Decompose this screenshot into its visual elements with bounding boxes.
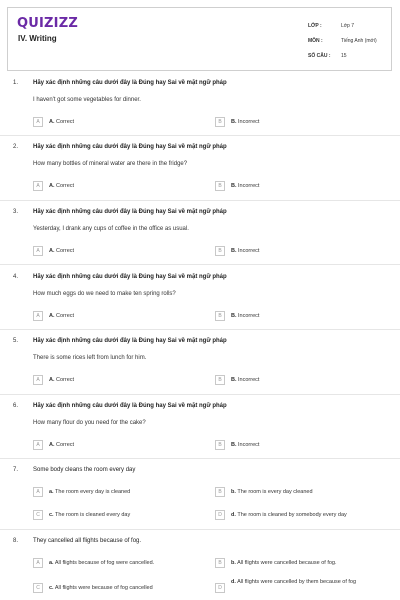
question-sentence: Yesterday, I drank any cups of coffee in the office as usual.	[33, 226, 189, 232]
option-letter-box: D	[215, 583, 225, 593]
option-key: A.	[49, 313, 55, 319]
option-text: Incorrect	[238, 119, 260, 125]
option-letter-box: C	[33, 583, 43, 593]
meta-value: Lớp 7	[341, 22, 355, 29]
option-text: The room every day is cleaned	[55, 489, 131, 495]
option-key: c.	[49, 512, 54, 518]
question-prompt: Hãy xác định những câu dưới đây là Đúng hay Sai về mặt ngữ pháp	[33, 209, 227, 215]
answer-option-b[interactable]	[215, 440, 259, 450]
option-key: b.	[231, 489, 236, 495]
option-letter-box: B	[215, 181, 225, 191]
option-text: Incorrect	[238, 313, 260, 319]
option-key: B.	[231, 313, 237, 319]
option-text: The room is cleaned every day	[55, 512, 131, 518]
question-number: 6.	[13, 403, 19, 409]
meta-row-subject	[308, 33, 377, 48]
answer-option-b[interactable]	[215, 311, 259, 321]
question-prompt: Hãy xác định những câu dưới đây là Đúng hay Sai về mặt ngữ pháp	[33, 274, 227, 280]
option-key: d.	[231, 579, 236, 585]
option-text: The room is every day cleaned	[237, 489, 313, 495]
question-sentence: How many bottles of mineral water are there in the fridge?	[33, 161, 188, 167]
option-letter-box: B	[215, 117, 225, 127]
option-text: All flights because of fog were cancelled.	[54, 560, 155, 566]
option-letter-box: B	[215, 311, 225, 321]
question-prompt: Hãy xác định những câu dưới đây là Đúng hay Sai về mặt ngữ pháp	[33, 403, 227, 409]
option-text: Incorrect	[238, 377, 260, 383]
question-prompt: Some body cleans the room every day	[33, 467, 136, 473]
question-divider	[0, 200, 400, 201]
option-key: B.	[231, 442, 237, 448]
answer-option-a[interactable]	[33, 311, 74, 321]
answer-option-a[interactable]	[33, 117, 74, 127]
option-key: d.	[231, 512, 236, 518]
option-key: a.	[49, 489, 54, 495]
question-sentence: How many flour do you need for the cake?	[33, 420, 146, 426]
option-text: All flights were cancelled because of fog.	[237, 560, 337, 566]
option-text: The room is cleaned by somebody every day	[237, 512, 347, 518]
meta-value: 15	[341, 52, 347, 59]
question-sentence: I haven't got some vegetables for dinner.	[33, 97, 141, 103]
question-sentence: How much eggs do we need to make ten spring rolls?	[33, 291, 176, 297]
option-key: c.	[49, 585, 54, 591]
option-text: Correct	[56, 442, 75, 448]
meta-value: Tiếng Anh (mới)	[341, 37, 377, 44]
answer-option-c[interactable]	[33, 510, 130, 520]
answer-option-b[interactable]	[215, 558, 337, 568]
option-letter-box: A	[33, 487, 43, 497]
answer-option-b[interactable]	[215, 487, 313, 497]
answer-option-a[interactable]	[33, 181, 74, 191]
option-text: Incorrect	[238, 442, 260, 448]
option-text: Correct	[56, 248, 75, 254]
question-number: 8.	[13, 538, 19, 544]
answer-option-a[interactable]	[33, 375, 74, 385]
option-key: B.	[231, 183, 237, 189]
answer-option-d[interactable]	[215, 510, 347, 520]
option-letter-box: B	[215, 440, 225, 450]
question-number: 4.	[13, 274, 19, 280]
option-key: A.	[49, 377, 55, 383]
option-key: B.	[231, 248, 237, 254]
option-text: All flights were cancelled by them because of fog	[237, 579, 357, 585]
option-letter-box: B	[215, 558, 225, 568]
option-letter-box: A	[33, 558, 43, 568]
answer-option-b[interactable]	[215, 181, 259, 191]
question-divider	[0, 264, 400, 265]
question-divider	[0, 394, 400, 395]
answer-option-a[interactable]	[33, 558, 154, 568]
option-text: Correct	[56, 119, 75, 125]
option-letter-box: A	[33, 375, 43, 385]
answer-option-b[interactable]	[215, 246, 259, 256]
question-prompt: Hãy xác định những câu dưới đây là Đúng hay Sai về mặt ngữ pháp	[33, 80, 227, 86]
option-key: B.	[231, 119, 237, 125]
option-letter-box: B	[215, 246, 225, 256]
option-letter-box: B	[215, 487, 225, 497]
worksheet-header	[7, 7, 392, 71]
meta-label: LỚP :	[308, 22, 322, 29]
answer-option-b[interactable]	[215, 117, 259, 127]
option-text: All flights were because of fog cancelled	[54, 585, 153, 591]
question-sentence: There is some rices left from lunch for him.	[33, 355, 147, 361]
meta-row-count	[308, 48, 377, 63]
option-key: A.	[49, 248, 55, 254]
worksheet-title: IV. Writing	[18, 34, 57, 43]
question-number: 3.	[13, 209, 19, 215]
option-letter-box: A	[33, 246, 43, 256]
question-prompt: They cancelled all flights because of fog.	[33, 538, 142, 544]
option-key: A.	[49, 442, 55, 448]
option-key: b.	[231, 560, 236, 566]
meta-row-class	[308, 18, 377, 33]
option-text: Incorrect	[238, 248, 260, 254]
question-divider	[0, 458, 400, 459]
option-key: a.	[49, 560, 54, 566]
question-number: 5.	[13, 338, 19, 344]
answer-option-c[interactable]	[33, 583, 153, 593]
option-letter-box: A	[33, 181, 43, 191]
option-text: Correct	[56, 377, 75, 383]
answer-option-d[interactable]	[215, 578, 385, 593]
option-key: A.	[49, 183, 55, 189]
question-prompt: Hãy xác định những câu dưới đây là Đúng hay Sai về mặt ngữ pháp	[33, 144, 227, 150]
answer-option-a[interactable]	[33, 246, 74, 256]
answer-option-a[interactable]	[33, 487, 130, 497]
question-divider	[0, 529, 400, 530]
option-letter-box: A	[33, 117, 43, 127]
option-text: Correct	[56, 183, 75, 189]
option-letter-box: D	[215, 510, 225, 520]
option-letter-box: B	[215, 375, 225, 385]
option-letter-box: C	[33, 510, 43, 520]
quizizz-logo: QUIZIZZ	[17, 16, 78, 31]
question-divider	[0, 135, 400, 136]
question-number: 7.	[13, 467, 19, 473]
answer-option-a[interactable]	[33, 440, 74, 450]
answer-option-b[interactable]	[215, 375, 259, 385]
option-key: B.	[231, 377, 237, 383]
option-key: A.	[49, 119, 55, 125]
option-letter-box: A	[33, 311, 43, 321]
option-text: Incorrect	[238, 183, 260, 189]
question-divider	[0, 329, 400, 330]
question-prompt: Hãy xác định những câu dưới đây là Đúng hay Sai về mặt ngữ pháp	[33, 338, 227, 344]
meta-label: MÔN :	[308, 37, 323, 44]
option-text: Correct	[56, 313, 75, 319]
option-letter-box: A	[33, 440, 43, 450]
worksheet-meta	[308, 18, 377, 63]
question-number: 2.	[13, 144, 19, 150]
meta-label: SỐ CÂU :	[308, 52, 331, 59]
question-number: 1.	[13, 80, 19, 86]
